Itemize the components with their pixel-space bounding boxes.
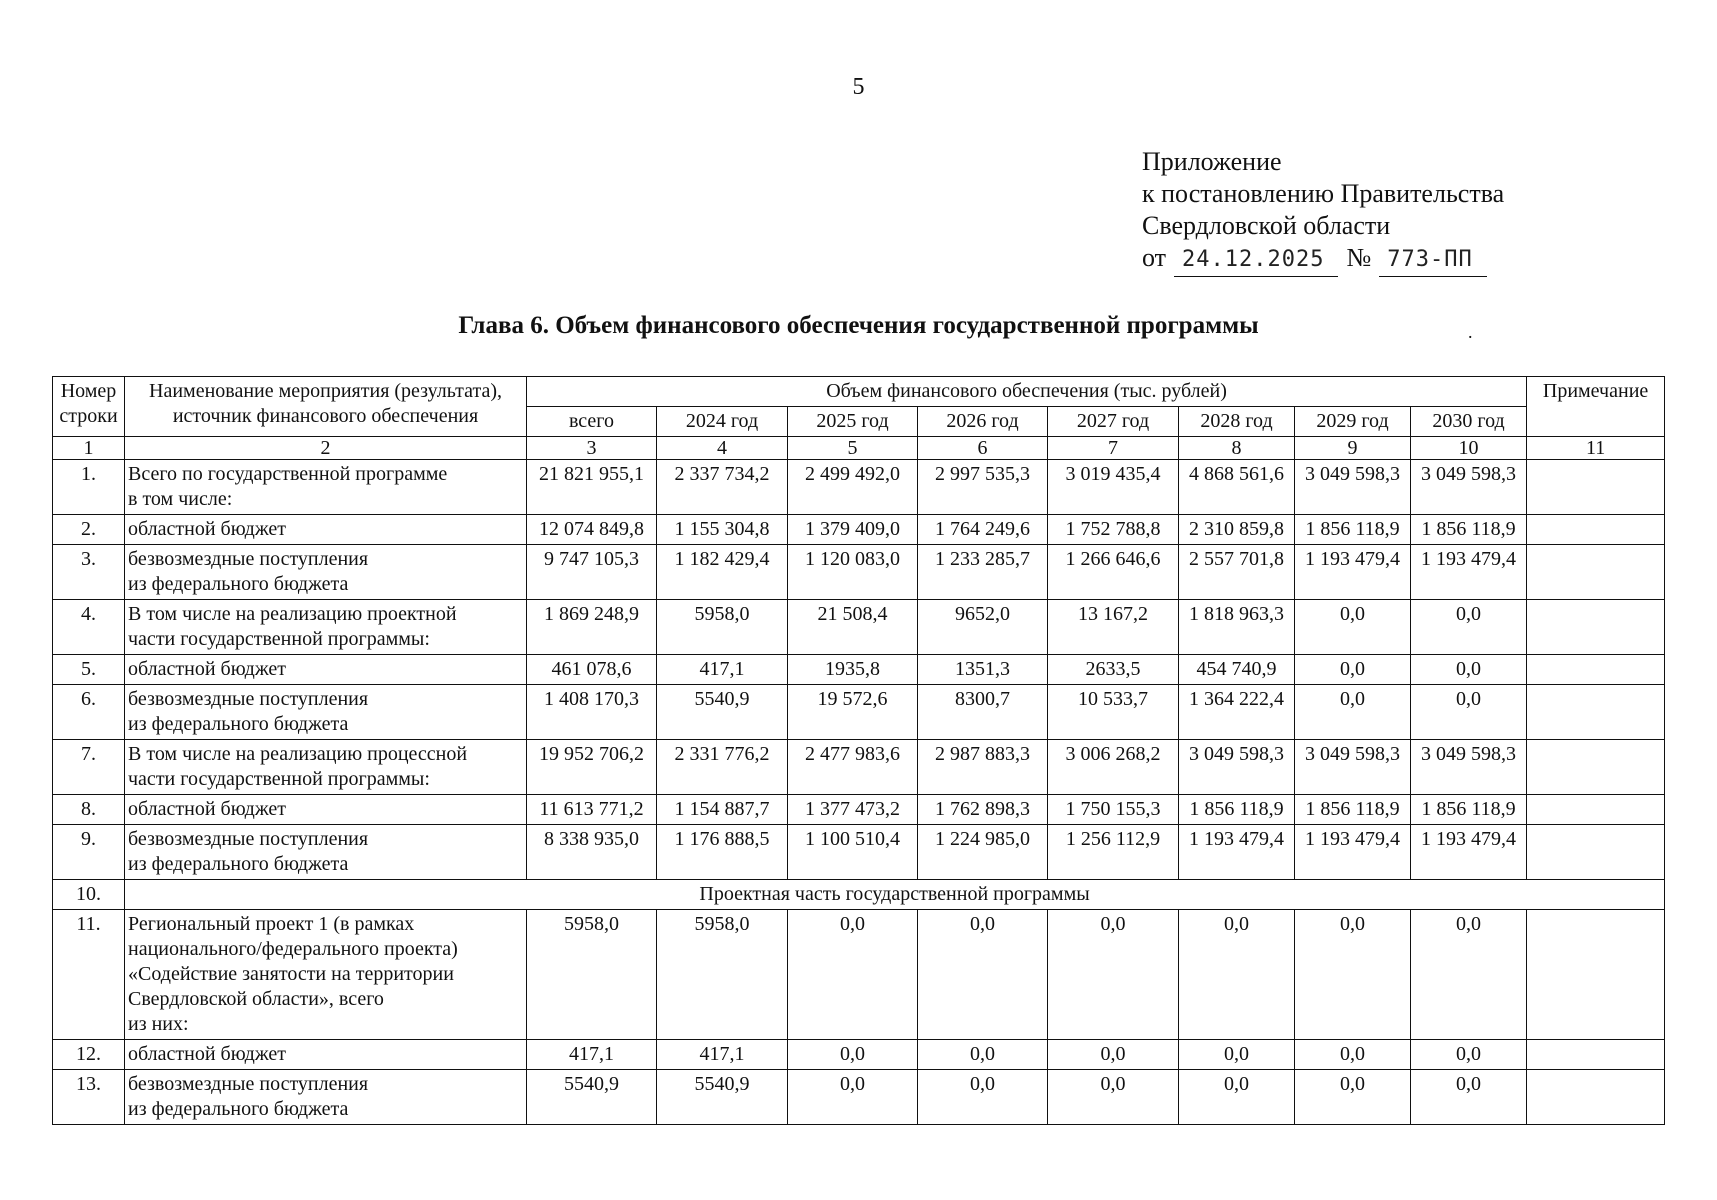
value-2025: 1 100 510,4 — [788, 825, 918, 880]
row-name-line: В том числе на реализацию проектной — [128, 603, 457, 625]
value-2025: 0,0 — [788, 1070, 918, 1125]
header-row-number: Номер строки — [53, 377, 125, 437]
row-name-line: части государственной программы: — [128, 628, 430, 650]
table-row — [53, 795, 1665, 825]
row-name-line: Свердловской области», всего — [128, 988, 384, 1010]
value-2025: 0,0 — [788, 1040, 918, 1070]
value-total: 8 338 935,0 — [527, 825, 657, 880]
row-name-line: национального/федерального проекта) — [128, 938, 458, 960]
header-2026: 2026 год — [918, 407, 1048, 437]
row-number: 11. — [53, 910, 125, 1040]
value-2024: 2 337 734,2 — [657, 460, 788, 515]
value-total: 417,1 — [527, 1040, 657, 1070]
value-2030: 0,0 — [1411, 600, 1527, 655]
row-name — [125, 655, 527, 685]
row-name-line: областной бюджет — [128, 1043, 287, 1065]
table-row — [53, 740, 1665, 795]
table-row — [53, 600, 1665, 655]
value-2027: 1 256 112,9 — [1048, 825, 1179, 880]
row-note — [1527, 1040, 1665, 1070]
header-2030: 2030 год — [1411, 407, 1527, 437]
table-row — [53, 825, 1665, 880]
appendix-title: Приложение — [1142, 147, 1282, 176]
value-2030: 0,0 — [1411, 910, 1527, 1040]
table-row — [53, 460, 1665, 515]
value-2027: 0,0 — [1048, 1040, 1179, 1070]
value-2028: 4 868 561,6 — [1179, 460, 1295, 515]
value-2027: 0,0 — [1048, 1070, 1179, 1125]
row-name-line: безвозмездные поступления — [128, 688, 369, 710]
financing-table — [52, 376, 1665, 1125]
row-note — [1527, 1070, 1665, 1125]
row-name-line: безвозмездные поступления — [128, 548, 369, 570]
row-note — [1527, 655, 1665, 685]
value-2029: 0,0 — [1295, 685, 1411, 740]
row-name-line: из федерального бюджета — [128, 573, 349, 595]
row-name-line: областной бюджет — [128, 798, 287, 820]
value-2028: 0,0 — [1179, 1070, 1295, 1125]
value-total: 19 952 706,2 — [527, 740, 657, 795]
value-total: 461 078,6 — [527, 655, 657, 685]
column-index: 5 — [788, 437, 918, 460]
value-2027: 10 533,7 — [1048, 685, 1179, 740]
header-name: Наименование мероприятия (результата), источник финансового обеспечения — [125, 377, 527, 437]
value-2028: 0,0 — [1179, 1040, 1295, 1070]
header-volume: Объем финансового обеспечения (тыс. рублей) — [527, 377, 1527, 407]
column-index: 9 — [1295, 437, 1411, 460]
value-total: 5540,9 — [527, 1070, 657, 1125]
row-number: 10. — [53, 880, 125, 910]
row-name-line: Всего по государственной программе — [128, 463, 448, 485]
date-prefix: от — [1142, 243, 1167, 272]
value-2024: 417,1 — [657, 655, 788, 685]
row-number: 6. — [53, 685, 125, 740]
row-note — [1527, 515, 1665, 545]
value-2024: 1 154 887,7 — [657, 795, 788, 825]
table-row — [53, 685, 1665, 740]
row-note — [1527, 685, 1665, 740]
value-2030: 0,0 — [1411, 1070, 1527, 1125]
value-2028: 2 310 859,8 — [1179, 515, 1295, 545]
appendix-block — [1142, 146, 1504, 277]
header-row — [53, 377, 1665, 407]
column-index: 8 — [1179, 437, 1295, 460]
value-2027: 3 019 435,4 — [1048, 460, 1179, 515]
value-2029: 1 193 479,4 — [1295, 825, 1411, 880]
value-2028: 454 740,9 — [1179, 655, 1295, 685]
value-2025: 0,0 — [788, 910, 918, 1040]
appendix-resolution: к постановлению Правительства — [1142, 179, 1505, 208]
row-name — [125, 740, 527, 795]
row-number: 1. — [53, 460, 125, 515]
value-2028: 1 818 963,3 — [1179, 600, 1295, 655]
column-index: 11 — [1527, 437, 1665, 460]
column-index: 7 — [1048, 437, 1179, 460]
row-number: 7. — [53, 740, 125, 795]
row-name-line: части государственной программы: — [128, 768, 430, 790]
header-total: всего — [527, 407, 657, 437]
value-2030: 1 856 118,9 — [1411, 515, 1527, 545]
value-2024: 1 176 888,5 — [657, 825, 788, 880]
row-name-line: областной бюджет — [128, 518, 287, 540]
row-note — [1527, 740, 1665, 795]
value-total: 1 408 170,3 — [527, 685, 657, 740]
value-2025: 21 508,4 — [788, 600, 918, 655]
row-number: 13. — [53, 1070, 125, 1125]
value-2024: 5540,9 — [657, 685, 788, 740]
value-2025: 1 379 409,0 — [788, 515, 918, 545]
value-2027: 13 167,2 — [1048, 600, 1179, 655]
value-2030: 0,0 — [1411, 655, 1527, 685]
row-name — [125, 1070, 527, 1125]
value-2030: 1 193 479,4 — [1411, 545, 1527, 600]
row-name-line: из федерального бюджета — [128, 1098, 349, 1120]
table-row — [53, 545, 1665, 600]
value-2025: 2 499 492,0 — [788, 460, 918, 515]
value-2028: 3 049 598,3 — [1179, 740, 1295, 795]
value-2025: 1935,8 — [788, 655, 918, 685]
value-total: 11 613 771,2 — [527, 795, 657, 825]
column-index: 3 — [527, 437, 657, 460]
table-row — [53, 1070, 1665, 1125]
appendix-signature-line — [1142, 242, 1504, 277]
row-name-line: из федерального бюджета — [128, 853, 349, 875]
value-2024: 2 331 776,2 — [657, 740, 788, 795]
row-number: 8. — [53, 795, 125, 825]
column-index: 1 — [53, 437, 125, 460]
value-2028: 0,0 — [1179, 910, 1295, 1040]
value-2027: 1 752 788,8 — [1048, 515, 1179, 545]
value-2029: 3 049 598,3 — [1295, 740, 1411, 795]
value-2030: 3 049 598,3 — [1411, 740, 1527, 795]
value-2024: 5958,0 — [657, 910, 788, 1040]
value-total: 9 747 105,3 — [527, 545, 657, 600]
row-name-line: безвозмездные поступления — [128, 828, 369, 850]
value-total: 5958,0 — [527, 910, 657, 1040]
value-2028: 2 557 701,8 — [1179, 545, 1295, 600]
value-2024: 5540,9 — [657, 1070, 788, 1125]
value-2029: 0,0 — [1295, 1070, 1411, 1125]
value-2026: 0,0 — [918, 1070, 1048, 1125]
value-2025: 19 572,6 — [788, 685, 918, 740]
header-2027: 2027 год — [1048, 407, 1179, 437]
row-note — [1527, 825, 1665, 880]
value-2029: 0,0 — [1295, 1040, 1411, 1070]
value-2029: 0,0 — [1295, 655, 1411, 685]
value-2030: 0,0 — [1411, 685, 1527, 740]
value-2026: 0,0 — [918, 1040, 1048, 1070]
value-2028: 1 856 118,9 — [1179, 795, 1295, 825]
header-2028: 2028 год — [1179, 407, 1295, 437]
table-row — [53, 655, 1665, 685]
row-name — [125, 910, 527, 1040]
row-number: 4. — [53, 600, 125, 655]
value-total: 1 869 248,9 — [527, 600, 657, 655]
row-name — [125, 795, 527, 825]
column-index-row — [53, 437, 1665, 460]
value-2028: 1 364 222,4 — [1179, 685, 1295, 740]
appendix-region: Свердловской области — [1142, 211, 1391, 240]
row-name-line: «Содействие занятости на территории — [128, 963, 454, 985]
value-2029: 0,0 — [1295, 600, 1411, 655]
table-row — [53, 1040, 1665, 1070]
value-2026: 2 997 535,3 — [918, 460, 1048, 515]
value-2026: 1351,3 — [918, 655, 1048, 685]
table-body — [53, 460, 1665, 1125]
table-row — [53, 880, 1665, 910]
value-2026: 2 987 883,3 — [918, 740, 1048, 795]
row-name — [125, 1040, 527, 1070]
value-2026: 1 224 985,0 — [918, 825, 1048, 880]
row-name-line: в том числе: — [128, 488, 233, 510]
resolution-date: 24.12.2025 — [1174, 244, 1338, 277]
page-number: 5 — [852, 74, 865, 100]
row-number: 12. — [53, 1040, 125, 1070]
table-row — [53, 910, 1665, 1040]
row-number: 3. — [53, 545, 125, 600]
value-2027: 2633,5 — [1048, 655, 1179, 685]
value-total: 12 074 849,8 — [527, 515, 657, 545]
row-name-line: из федерального бюджета — [128, 713, 349, 735]
resolution-number: 773-ПП — [1379, 244, 1486, 277]
value-2029: 0,0 — [1295, 910, 1411, 1040]
column-index: 6 — [918, 437, 1048, 460]
row-name-line: безвозмездные поступления — [128, 1073, 369, 1095]
value-2026: 0,0 — [918, 910, 1048, 1040]
row-name — [125, 545, 527, 600]
value-2027: 3 006 268,2 — [1048, 740, 1179, 795]
row-note — [1527, 460, 1665, 515]
row-number: 5. — [53, 655, 125, 685]
value-2027: 1 750 155,3 — [1048, 795, 1179, 825]
value-2030: 3 049 598,3 — [1411, 460, 1527, 515]
section-title: Проектная часть государственной программы — [125, 880, 1665, 910]
table-row — [53, 515, 1665, 545]
value-2028: 1 193 479,4 — [1179, 825, 1295, 880]
chapter-heading: Глава 6. Объем финансового обеспечения государственной программы — [458, 312, 1259, 339]
header-2024: 2024 год — [657, 407, 788, 437]
value-2026: 9652,0 — [918, 600, 1048, 655]
value-2025: 2 477 983,6 — [788, 740, 918, 795]
row-name — [125, 460, 527, 515]
row-name — [125, 600, 527, 655]
value-2030: 1 193 479,4 — [1411, 825, 1527, 880]
row-name — [125, 515, 527, 545]
value-2027: 0,0 — [1048, 910, 1179, 1040]
row-number: 2. — [53, 515, 125, 545]
row-name — [125, 825, 527, 880]
row-name-line: из них: — [128, 1013, 189, 1035]
row-note — [1527, 910, 1665, 1040]
header-2025: 2025 год — [788, 407, 918, 437]
column-index: 2 — [125, 437, 527, 460]
value-2025: 1 377 473,2 — [788, 795, 918, 825]
row-note — [1527, 795, 1665, 825]
value-2025: 1 120 083,0 — [788, 545, 918, 600]
row-note — [1527, 600, 1665, 655]
value-total: 21 821 955,1 — [527, 460, 657, 515]
row-name-line: Региональный проект 1 (в рамках — [128, 913, 415, 935]
value-2029: 1 193 479,4 — [1295, 545, 1411, 600]
value-2026: 1 764 249,6 — [918, 515, 1048, 545]
header-note: Примечание — [1527, 377, 1665, 437]
value-2026: 1 233 285,7 — [918, 545, 1048, 600]
header-2029: 2029 год — [1295, 407, 1411, 437]
row-name-line: областной бюджет — [128, 658, 287, 680]
value-2024: 1 155 304,8 — [657, 515, 788, 545]
column-index: 4 — [657, 437, 788, 460]
value-2024: 1 182 429,4 — [657, 545, 788, 600]
stray-dot: . — [1468, 322, 1473, 342]
value-2030: 1 856 118,9 — [1411, 795, 1527, 825]
row-number: 9. — [53, 825, 125, 880]
value-2024: 5958,0 — [657, 600, 788, 655]
value-2029: 3 049 598,3 — [1295, 460, 1411, 515]
value-2029: 1 856 118,9 — [1295, 795, 1411, 825]
value-2026: 8300,7 — [918, 685, 1048, 740]
row-note — [1527, 545, 1665, 600]
value-2029: 1 856 118,9 — [1295, 515, 1411, 545]
value-2024: 417,1 — [657, 1040, 788, 1070]
row-name — [125, 685, 527, 740]
value-2030: 0,0 — [1411, 1040, 1527, 1070]
row-name-line: В том числе на реализацию процессной — [128, 743, 468, 765]
value-2026: 1 762 898,3 — [918, 795, 1048, 825]
value-2027: 1 266 646,6 — [1048, 545, 1179, 600]
number-prefix: № — [1346, 243, 1372, 272]
column-index: 10 — [1411, 437, 1527, 460]
